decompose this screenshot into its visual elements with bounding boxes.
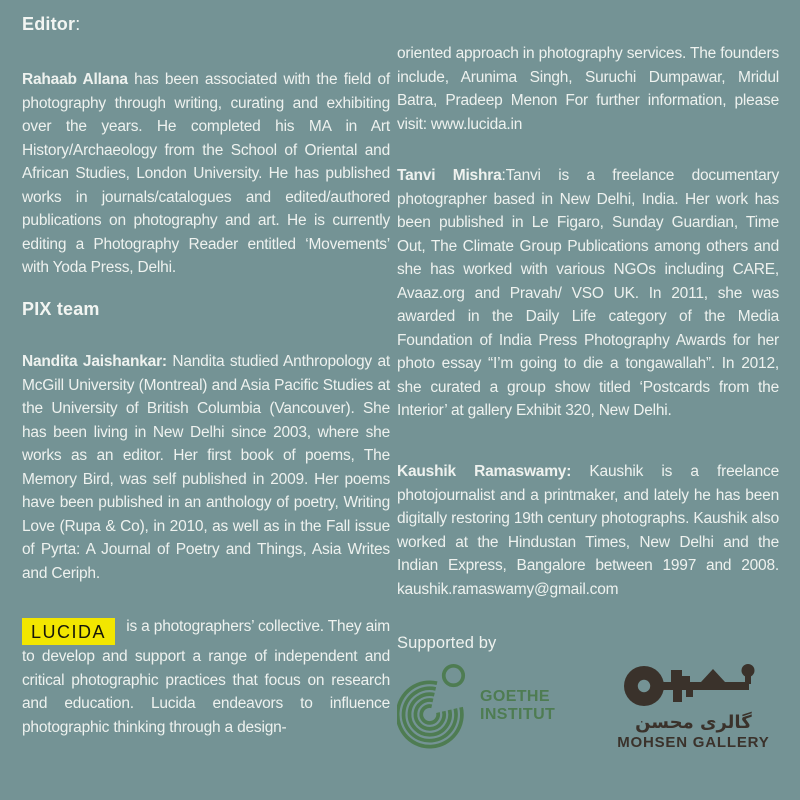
rahaab-allana-bio [22,68,390,280]
mohsen-key-icon [623,662,763,710]
nandita-jaishankar-text: Nandita studied Anthropology at McGill University (Montreal) and Asia Pacific Studies at the University of British Columbia (Vancouver). She has been living in New Delhi since 2003, where she works as an editor. Her first book of poems, The Memory Bird, was self published in 2009. Her poems have been published in an anthology of poetry, Writing Love (Rupa & Co), in 2010, as well as in the Fall issue of Pyrta: A Journal of Poetry and Things, Asia Writes and Ceriph. [22,353,390,582]
goethe-arcs-icon [397,662,471,750]
kaushik-ramaswamy-name: Kaushik Ramaswamy: [397,463,572,480]
rahaab-allana-name: Rahaab Allana [22,71,128,88]
goethe-institut-wordmark [480,688,555,724]
tanvi-mishra-name: Tanvi Mishra [397,167,502,184]
tanvi-mishra-text: :Tanvi is a freelance documentary photographer based in New Delhi, India. Her work has been published in Le Figaro, Sunday Guardian, Time Out, The Climate Group Publications among others and she has worked with various NGOs including CARE, Avaaz.org and Pravah/ VSO UK. In 2011, she was awarded in the Daily Life category of the Media Foundation of India Press Photography Awards for her photo essay “I’m going to die a tongawallah”. In 2012, she curated a group show titled ‘Postcards from the Interior’ at gallery Exhibit 320, New Delhi. [397,167,779,419]
lucida-text: is a photographers’ collective. They aim to develop and support a range of independent and critical photographic practices that focus on research and education. Lucida endeavors to influence photographic thinking through a design- [22,618,390,736]
lucida-logo: LUCIDA [22,618,115,645]
nandita-jaishankar-bio [22,350,390,585]
kaushik-ramaswamy-bio [397,460,779,601]
kaushik-ramaswamy-text: Kaushik is a freelance photojournalist and a printmaker, and lately he has been digitally restoring 19th century photographs. Kaushik also worked at the Hindustan Times, New Delhi and the Indian Express, Bangalore between 1997 and 2008. kaushik.ramaswamy@gmail.com [397,463,779,598]
mohsen-gallery-persian: گالری محسن [635,712,752,733]
tanvi-mishra-bio [397,164,779,423]
editor-label: Editor [22,14,76,34]
mohsen-gallery-logo [617,662,769,752]
goethe-line1: GOETHE [480,688,550,705]
editor-colon: : [75,14,81,34]
pix-team-heading: PIX team [22,299,100,319]
goethe-line2: INSTITUT [480,706,556,723]
lucida-bio-continued: oriented approach in photography services. The founders include, Arunima Singh, Suruchi Dumpawar, Mridul Batra, Pradeep Menon For further information, please visit: www.lucida.in [397,45,779,133]
lucida-bio [22,615,390,739]
goethe-institut-logo [397,662,555,750]
editor-heading [22,14,390,35]
sponsor-logos [397,662,779,752]
nandita-jaishankar-name: Nandita Jaishankar: [22,353,167,370]
mohsen-gallery-wordmark: MOHSEN GALLERY [617,734,770,751]
supported-by-label: Supported by [397,634,497,652]
rahaab-allana-text: has been associated with the field of photography through writing, curating and exhibiting over the years. He completed his MA in Art History/Archaeology from the School of Oriental and African Studies, London University. He has published works in journals/catalogues and edited/authored publications on photography and art. He is currently editing a Photography Reader entitled ‘Movements’ with Yoda Press, Delhi. [22,71,390,276]
